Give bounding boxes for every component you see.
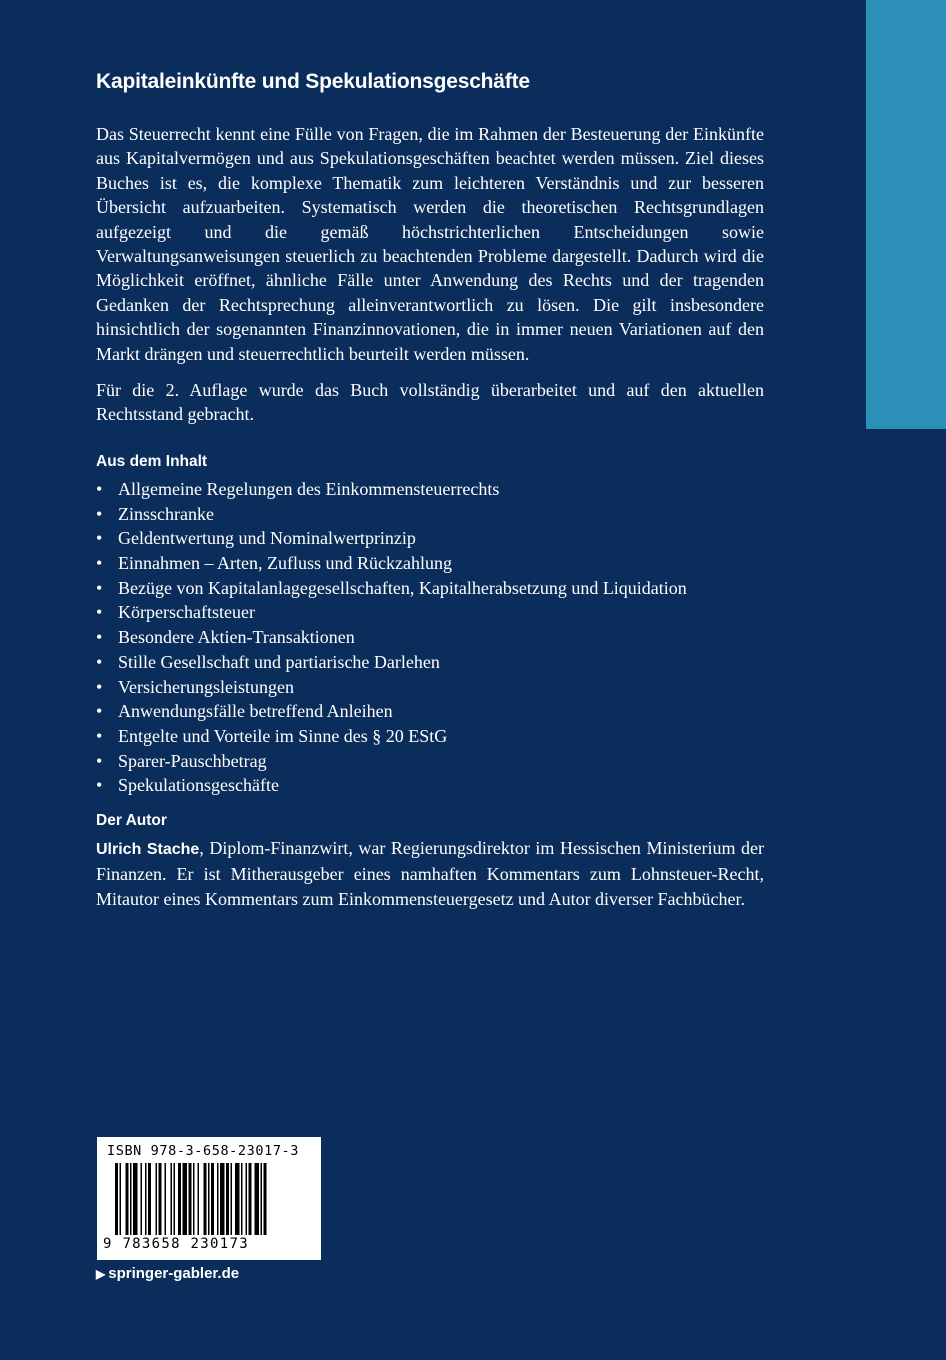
barcode-bar <box>249 1163 252 1235</box>
list-item-text: Sparer-Pauschbetrag <box>118 750 267 771</box>
bullet: • <box>96 775 103 796</box>
barcode-bar <box>171 1163 173 1235</box>
list-item-text: Besondere Aktien-Transaktionen <box>118 627 355 648</box>
barcode-bar <box>141 1163 143 1235</box>
barcode-bar <box>148 1163 151 1235</box>
barcode-bar <box>174 1163 176 1235</box>
barcode-bar <box>130 1163 132 1235</box>
list-item-text: Geldentwertung und Nominalwertprinzip <box>118 528 416 549</box>
list-item <box>96 699 764 724</box>
barcode-bar <box>235 1163 240 1235</box>
list-item-text: Stille Gesellschaft und partiarische Darlehen <box>118 651 440 672</box>
barcode-bar <box>217 1163 219 1235</box>
barcode-bar <box>120 1163 122 1235</box>
list-item <box>96 749 764 774</box>
contents-heading: Aus dem Inhalt <box>96 452 208 470</box>
bullet: • <box>96 503 103 524</box>
list-item-text: Spekulationsgeschäfte <box>118 775 279 796</box>
list-item <box>96 773 764 798</box>
bullet: • <box>96 552 103 573</box>
list-item <box>96 526 764 551</box>
list-item-text: Einnahmen – Arten, Zufluss und Rückzahlung <box>118 552 452 573</box>
list-item-text: Entgelte und Vorteile im Sinne des § 20 EStG <box>118 725 448 746</box>
barcode-bar <box>261 1163 263 1235</box>
bullet: • <box>96 676 103 697</box>
list-item <box>96 551 764 576</box>
bullet: • <box>96 725 103 746</box>
contents-list <box>96 477 764 798</box>
barcode-bar <box>145 1163 147 1235</box>
ean-digits: 9 783658 230173 <box>103 1236 249 1252</box>
description-paragraph-1: Das Steuerrecht kennt eine Fülle von Fragen, die im Rahmen der Besteuerung der Einkünfte aus Kapitalvermögen und aus Spekulationsgeschäften beachtet werden müssen. Ziel dieses Buches ist es, die komplexe Thematik zum leichteren Verständnis und zur besseren Übersicht aufzuarbeiten. Systematisch werden die theoretischen Rechtsgrundlagen aufgezeigt und die gemäß höchstrichterlichen Entscheidungen sowie Verwaltungsanweisungen steuerlich zu beachtenden Probleme dargestellt. Dadurch wird die Möglichkeit eröffnet, ähnliche Fälle unter Anwendung des Rechts und der tragenden Gedanken der Rechtsprechung alleinverantwortlich zu lösen. Die gilt insbesondere hinsichtlich der sogenannten Finanzinnovationen, die in immer neuen Variationen auf den Markt drängen und steuerrechtlich beurteilt werden müssen. <box>96 124 764 364</box>
barcode-bar <box>211 1163 214 1235</box>
isbn-barcode <box>97 1137 321 1260</box>
list-item-text: Körperschaftsteuer <box>118 602 255 623</box>
barcode-bar <box>231 1163 233 1235</box>
cover-text <box>96 70 764 911</box>
bullet: • <box>96 528 103 549</box>
list-item <box>96 576 764 601</box>
barcode-bar <box>183 1163 188 1235</box>
bullet: • <box>96 627 103 648</box>
publisher-url: springer-gabler.de <box>108 1265 240 1282</box>
barcode-bar <box>246 1163 248 1235</box>
barcode-bar <box>255 1163 260 1235</box>
isbn-label: ISBN 978-3-658-23017-3 <box>107 1143 300 1159</box>
barcode-bar <box>178 1163 181 1235</box>
list-item-text: Versicherungsleistungen <box>118 676 294 697</box>
barcode-bar <box>133 1163 138 1235</box>
barcode-bar <box>126 1163 129 1235</box>
description-paragraph-2: Für die 2. Auflage wurde das Buch vollständig überarbeitet und auf den aktuellen Rechtsstand gebracht. <box>96 380 764 425</box>
list-item <box>96 600 764 625</box>
author-name: Ulrich Stache <box>96 841 200 859</box>
list-item <box>96 477 764 502</box>
author-bio-text: , Diplom-Finanzwirt, war Regierungsdirektor im Hessischen Ministerium der Finanzen. Er ist Mitherausgeber eines namhaften Kommentars zum Lohnsteuer-Recht, Mitautor eines Kommentars zum Einkommensteuergesetz und Autor diverser Fachbücher. <box>96 838 764 909</box>
list-item <box>96 724 764 749</box>
bullet: • <box>96 750 103 771</box>
barcode-bar <box>115 1163 118 1235</box>
barcode-bar <box>204 1163 207 1235</box>
list-item-text: Zinsschranke <box>118 503 214 524</box>
list-item-text: Bezüge von Kapitalanlagegesellschaften, Kapitalherabsetzung und Liquidation <box>118 577 687 598</box>
barcode-bar <box>264 1163 267 1235</box>
bullet: • <box>96 602 103 623</box>
barcode-bar <box>226 1163 229 1235</box>
accent-strip <box>866 0 946 429</box>
barcode-bar <box>220 1163 225 1235</box>
book-title: Kapitaleinkünfte und Spekulationsgeschäfte <box>96 70 530 93</box>
list-item <box>96 650 764 675</box>
list-item <box>96 625 764 650</box>
bullet: • <box>96 478 103 499</box>
bullet: • <box>96 651 103 672</box>
barcode-bar <box>241 1163 243 1235</box>
bullet: • <box>96 577 103 598</box>
author-heading: Der Autor <box>96 812 167 830</box>
barcode-bar <box>189 1163 192 1235</box>
bullet: • <box>96 701 103 722</box>
barcode-bar <box>165 1163 167 1235</box>
barcode-bar <box>208 1163 210 1235</box>
list-item <box>96 675 764 700</box>
publisher-link[interactable] <box>96 1265 239 1282</box>
list-item-text: Anwendungsfälle betreffend Anleihen <box>118 701 393 722</box>
barcode-bars <box>105 1163 313 1237</box>
list-item-text: Allgemeine Regelungen des Einkommensteuerrechts <box>118 478 500 499</box>
barcode-bar <box>198 1163 200 1235</box>
author-bio <box>96 836 764 911</box>
barcode-bar <box>159 1163 162 1235</box>
play-arrow-icon: ▶ <box>96 1267 106 1281</box>
list-item <box>96 502 764 527</box>
barcode-bar <box>156 1163 158 1235</box>
barcode-bar <box>193 1163 195 1235</box>
